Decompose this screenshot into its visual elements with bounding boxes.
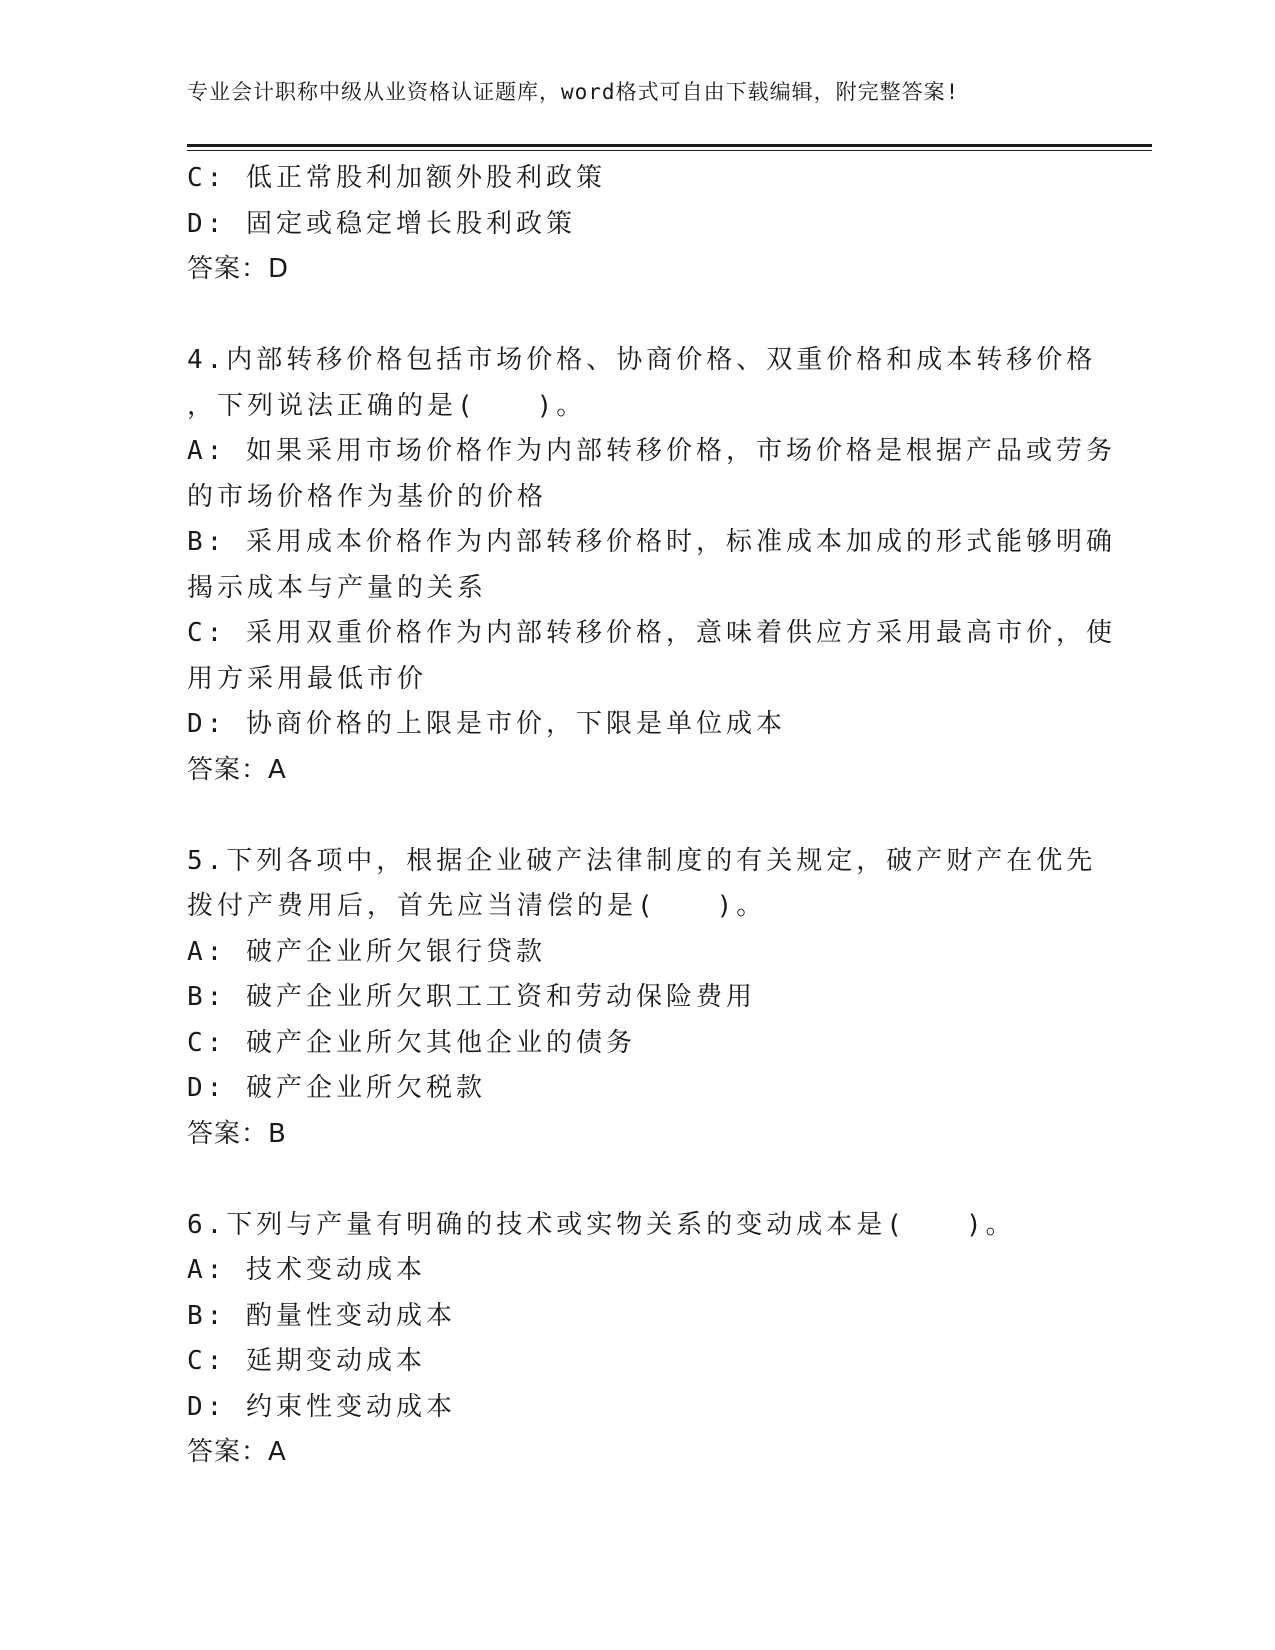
q5-option-c: C: 破产企业所欠其他企业的债务 — [187, 1027, 636, 1058]
spacer — [187, 793, 1087, 839]
q4-option-b-line2: 揭示成本与产量的关系 — [187, 572, 488, 603]
q5-stem-line2: 拨付产费用后，首先应当清偿的是( )。 — [187, 891, 767, 921]
q4-answer: 答案：A — [187, 754, 287, 785]
q3-option-d: D: 固定或稳定增长股利政策 — [187, 208, 576, 239]
q3-option-c: C: 低正常股利加额外股利政策 — [187, 163, 606, 193]
q5-answer: 答案：B — [187, 1118, 287, 1149]
q3-answer: 答案：D — [187, 254, 290, 284]
q5-stem-line1: 5.下列各项中，根据企业破产法律制度的有关规定，破产财产在优先 — [187, 845, 1097, 876]
question-4 — [187, 338, 1116, 793]
q4-option-a-line1: A: 如果采用市场价格作为内部转移价格，市场价格是根据产品或劳务 — [187, 436, 1116, 466]
q5-option-a: A: 破产企业所欠银行贷款 — [187, 936, 546, 967]
q4-stem-line1: 4.内部转移价格包括市场价格、协商价格、双重价格和成本转移价格 — [187, 345, 1097, 375]
q4-stem-line2: ，下列说法正确的是( )。 — [187, 390, 587, 421]
q6-answer: 答案：A — [187, 1437, 287, 1467]
question-3-tail — [187, 156, 1087, 293]
q6-option-a: A: 技术变动成本 — [187, 1255, 426, 1285]
page-header: 专业会计职称中级从业资格认证题库，word格式可自由下载编辑，附完整答案! — [187, 80, 960, 104]
spacer — [187, 293, 1087, 339]
q6-stem: 6.下列与产量有明确的技术或实物关系的变动成本是( )。 — [187, 1209, 1016, 1240]
q6-option-d: D: 约束性变动成本 — [187, 1391, 456, 1422]
spacer — [187, 1157, 1087, 1203]
q6-option-b: B: 酌量性变动成本 — [187, 1300, 456, 1331]
q4-option-a-line2: 的市场价格作为基价的价格 — [187, 481, 548, 512]
question-5 — [187, 839, 1097, 1158]
header-rule-thick — [187, 144, 1152, 147]
q4-option-c-line2: 用方采用最低市价 — [187, 663, 428, 694]
q6-option-c: C: 延期变动成本 — [187, 1346, 426, 1376]
question-6 — [187, 1203, 1087, 1476]
question-content — [187, 156, 1116, 1476]
q5-option-b: B: 破产企业所欠职工工资和劳动保险费用 — [187, 982, 756, 1012]
q4-option-c-line1: C: 采用双重价格作为内部转移价格，意味着供应方采用最高市价，使 — [187, 618, 1116, 648]
header-rule-thin — [187, 150, 1152, 151]
q4-option-d: D: 协商价格的上限是市价，下限是单位成本 — [187, 709, 786, 739]
q4-option-b-line1: B: 采用成本价格作为内部转移价格时，标准成本加成的形式能够明确 — [187, 527, 1116, 557]
q5-option-d: D: 破产企业所欠税款 — [187, 1073, 486, 1103]
